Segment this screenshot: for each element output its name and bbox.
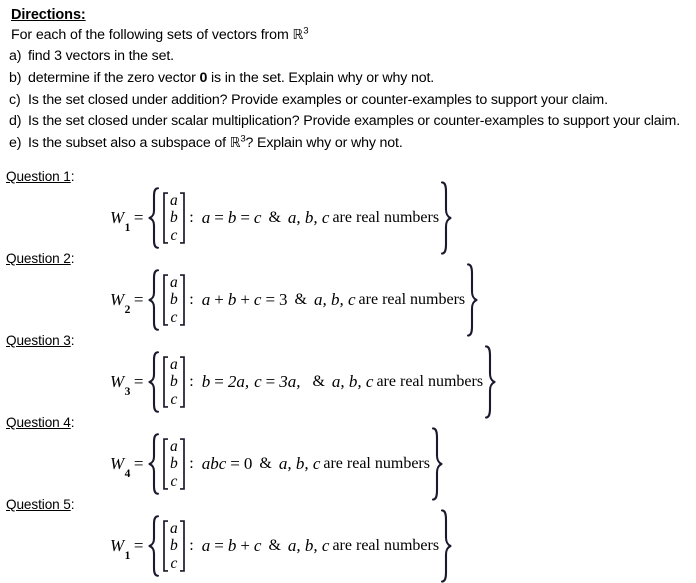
math-variable: a	[201, 536, 211, 555]
math-variable: c	[253, 208, 262, 227]
set-builder-colon: :	[189, 373, 194, 390]
bracket-close-icon	[179, 438, 186, 490]
ampersand: &	[259, 455, 272, 472]
set-subscript: 4	[124, 467, 131, 480]
brace-close-icon	[465, 263, 478, 337]
set-name: $W_4$	[110, 454, 131, 480]
zero-vector-symbol: 0	[199, 70, 208, 87]
bracket-open-icon	[162, 274, 169, 326]
bracket-open-icon	[162, 356, 169, 408]
brace-close-icon	[483, 345, 496, 419]
directions-list	[6, 46, 690, 154]
ampersand: &	[312, 373, 325, 390]
column-vector-entries	[169, 355, 180, 409]
question-label-text: Question 5	[6, 497, 71, 512]
directions-lead	[11, 26, 690, 45]
directions-heading: Directions:	[11, 7, 86, 23]
list-marker-b: b)	[9, 70, 22, 87]
real-numbers-text: are real numbers	[376, 373, 484, 390]
vector-entry-2: b	[170, 209, 178, 227]
set-name: $W_1$	[110, 536, 131, 562]
list-marker-d: d)	[9, 113, 22, 130]
column-vector	[162, 273, 187, 327]
question-label-colon: :	[70, 415, 75, 430]
equals-sign: =	[133, 536, 144, 555]
list-marker-e: e)	[9, 134, 22, 151]
column-vector-entries	[169, 191, 180, 245]
vector-entry-1: a	[170, 191, 178, 209]
set-name: $W_3$	[110, 372, 131, 398]
directions-item-c	[9, 90, 690, 112]
question-label-text: Question 3	[6, 333, 71, 348]
equals-sign: =	[133, 290, 144, 309]
set-subscript: 2	[124, 303, 131, 316]
question-5-set-definition	[110, 509, 452, 583]
brace-close-icon	[439, 181, 452, 255]
directions-item-e	[9, 133, 690, 155]
directions-item-a-text: find 3 vectors in the set.	[28, 48, 174, 65]
vector-entry-3: c	[170, 390, 178, 408]
dimension-exponent: 3	[303, 25, 309, 37]
condition-variables: a, b, c	[331, 372, 374, 391]
directions-item-b-text-after: is in the set. Explain why or why not.	[207, 70, 435, 87]
math-operator: =	[265, 372, 276, 391]
equals-sign: =	[133, 372, 144, 391]
set-name: $W_1$	[110, 208, 131, 234]
dimension-exponent-e: 3	[240, 133, 246, 145]
question-1-set-definition	[110, 181, 452, 255]
set-subscript: 3	[124, 385, 131, 398]
real-numbers-text: are real numbers	[323, 455, 430, 472]
real-numbers-text: are real numbers	[332, 537, 440, 554]
directions-item-b	[9, 68, 690, 90]
vector-entry-3: c	[170, 554, 178, 572]
vector-entry-1: a	[170, 519, 178, 537]
directions-item-b-text-before: determine if the zero vector	[28, 70, 200, 87]
directions-item-d	[9, 111, 690, 133]
math-operator: +	[240, 536, 250, 555]
column-vector	[162, 191, 187, 245]
brace-close-icon	[439, 509, 452, 583]
vector-entry-3: c	[170, 472, 178, 490]
vector-entry-3: c	[170, 308, 178, 326]
question-label-text: Question 4	[6, 415, 71, 430]
question-2-set-definition	[110, 263, 478, 337]
question-label-text: Question 2	[6, 251, 71, 266]
math-operator: +	[240, 290, 250, 309]
brace-open-icon	[148, 269, 161, 331]
math-number: 3	[279, 290, 288, 309]
directions-item-e-text-after: ? Explain why or why not.	[245, 134, 403, 151]
brace-open-icon	[148, 515, 161, 577]
bracket-close-icon	[179, 192, 186, 244]
ampersand: &	[268, 209, 281, 226]
bracket-open-icon	[162, 438, 169, 490]
question-3-set-definition	[110, 345, 496, 419]
column-vector-entries	[169, 519, 180, 573]
math-variable: a	[201, 208, 211, 227]
math-variable: a	[201, 290, 211, 309]
vector-entry-2: b	[170, 291, 178, 309]
real-numbers-symbol-e: ℝ	[229, 134, 241, 151]
question-label-colon: :	[70, 497, 75, 512]
vector-entry-2: b	[170, 537, 178, 555]
question-4-set-definition	[110, 427, 443, 501]
column-vector	[162, 519, 187, 573]
bracket-close-icon	[179, 274, 186, 326]
question-label-text: Question 1	[6, 169, 71, 184]
bracket-open-icon	[162, 520, 169, 572]
set-builder-colon: :	[189, 455, 194, 472]
directions-item-a	[9, 46, 690, 68]
math-operator: =	[240, 208, 250, 227]
brace-open-icon	[148, 187, 161, 249]
equals-sign: =	[133, 208, 144, 227]
math-variable: 2a	[227, 372, 245, 391]
question-label-colon: :	[70, 169, 75, 184]
math-operator: +	[214, 290, 224, 309]
vector-entry-1: a	[170, 355, 178, 373]
question-label-colon: :	[70, 251, 75, 266]
condition-variables: a, b, c	[287, 536, 330, 555]
condition-variables: a, b, c	[278, 454, 321, 473]
real-numbers-symbol: ℝ	[292, 27, 304, 44]
directions-lead-text: For each of the following sets of vectors from	[11, 27, 293, 44]
vector-entry-1: a	[170, 273, 178, 291]
math-variable: abc	[201, 454, 227, 473]
math-variable: 3a	[279, 372, 297, 391]
list-marker-a: a)	[9, 48, 22, 65]
question-label-colon: :	[70, 333, 75, 348]
math-variable: b	[227, 208, 237, 227]
condition-variables: a, b, c	[287, 208, 330, 227]
vector-entry-1: a	[170, 437, 178, 455]
set-subscript: 1	[124, 221, 131, 234]
math-variable: c	[253, 290, 262, 309]
math-operator: =	[214, 372, 224, 391]
directions-item-c-text: Is the set closed under addition? Provide examples or counter-examples to support your claim.	[28, 91, 608, 108]
real-numbers-text: are real numbers	[358, 291, 466, 308]
math-operator: =	[265, 290, 276, 309]
math-operator: =	[214, 208, 224, 227]
equals-sign: =	[133, 454, 144, 473]
math-punct: ,	[244, 372, 250, 391]
set-builder-colon: :	[189, 537, 194, 554]
math-punct: ,	[296, 372, 301, 391]
set-builder-colon: :	[189, 209, 194, 226]
bracket-open-icon	[162, 192, 169, 244]
bracket-close-icon	[179, 520, 186, 572]
column-vector	[162, 355, 187, 409]
brace-close-icon	[430, 427, 443, 501]
bracket-close-icon	[179, 356, 186, 408]
column-vector-entries	[169, 437, 180, 491]
set-builder-colon: :	[189, 291, 194, 308]
math-variable: c	[254, 372, 262, 391]
ampersand: &	[268, 537, 281, 554]
set-name: $W_2$	[110, 290, 131, 316]
set-subscript: 1	[124, 549, 131, 562]
math-variable: b	[227, 536, 237, 555]
condition-variables: a, b, c	[314, 290, 356, 309]
ampersand: &	[294, 291, 307, 308]
math-operator: =	[230, 454, 240, 473]
directions-section	[6, 6, 690, 154]
math-variable: b	[201, 372, 211, 391]
list-marker-c: c)	[9, 91, 21, 108]
math-variable: b	[227, 290, 237, 309]
vector-entry-2: b	[170, 373, 178, 391]
math-variable: c	[253, 536, 262, 555]
math-number: 0	[243, 454, 253, 473]
vector-entry-2: b	[170, 455, 178, 473]
real-numbers-text: are real numbers	[332, 209, 440, 226]
column-vector	[162, 437, 187, 491]
brace-open-icon	[148, 351, 161, 413]
directions-item-d-text: Is the set closed under scalar multiplication? Provide examples or counter-examples to support your claim.	[28, 113, 681, 130]
column-vector-entries	[169, 273, 180, 327]
directions-item-e-text-before: Is the subset also a subspace of	[28, 134, 230, 151]
math-operator: =	[214, 536, 224, 555]
brace-open-icon	[148, 433, 161, 495]
vector-entry-3: c	[170, 226, 178, 244]
